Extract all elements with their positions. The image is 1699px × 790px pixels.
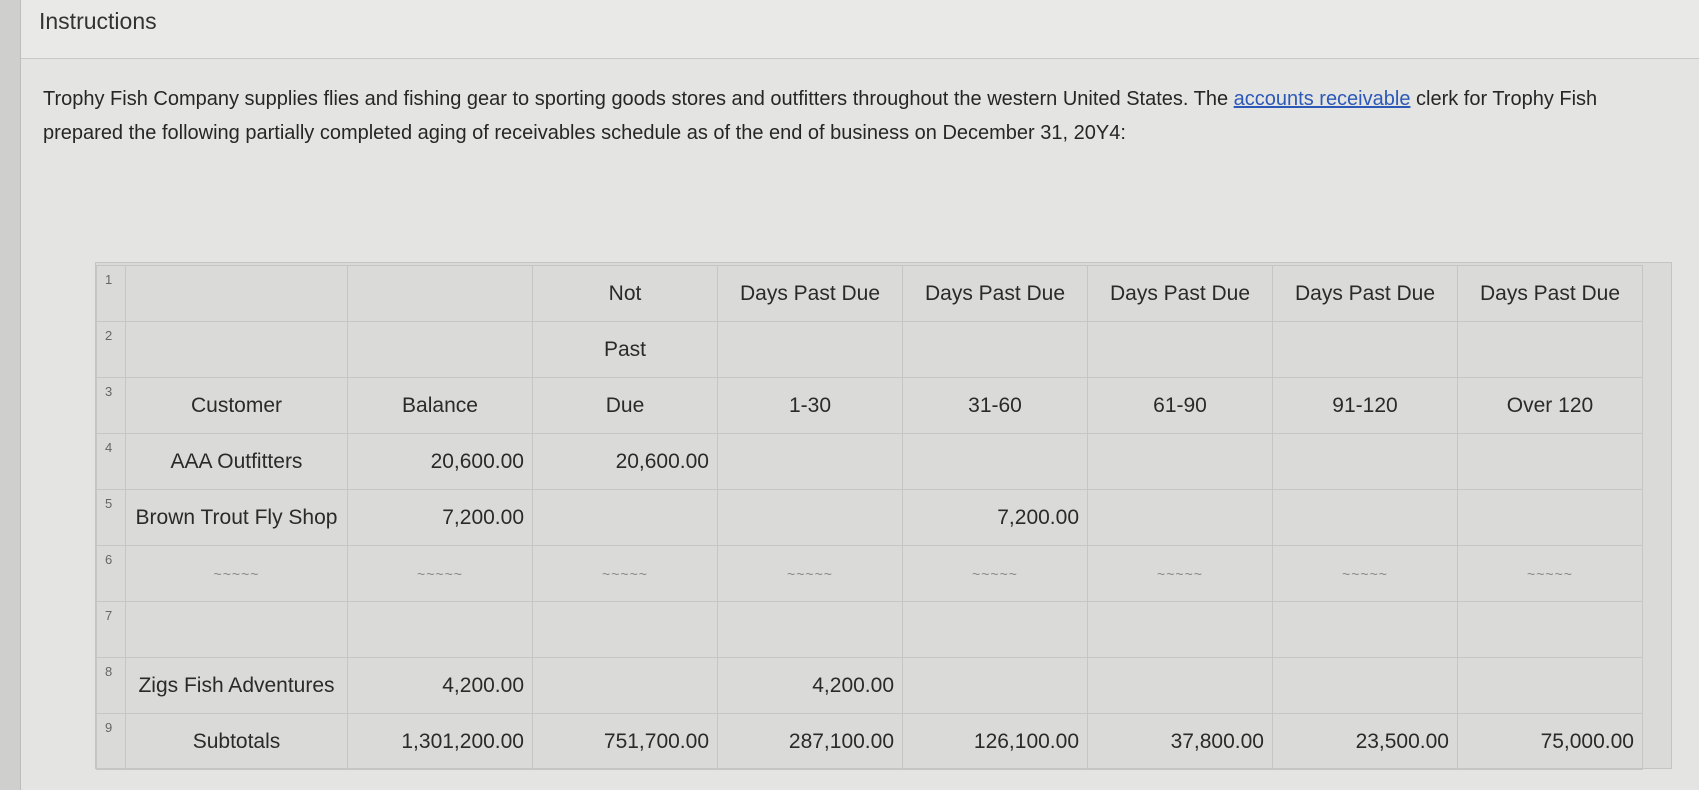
header-cell[interactable]: Days Past Due — [718, 266, 903, 322]
customer-cell[interactable]: Brown Trout Fly Shop — [126, 490, 348, 546]
subtotal-cell[interactable]: 751,700.00 — [533, 714, 718, 770]
amount-cell[interactable] — [533, 658, 718, 714]
balance-cell[interactable]: 20,600.00 — [348, 434, 533, 490]
table-row — [97, 266, 1643, 322]
customer-cell[interactable]: AAA Outfitters — [126, 434, 348, 490]
amount-cell[interactable] — [903, 434, 1088, 490]
header-cell[interactable] — [718, 322, 903, 378]
table-row — [97, 658, 1643, 714]
header-cell[interactable] — [348, 266, 533, 322]
omitted-cell[interactable]: ~~~~~ — [126, 546, 348, 602]
amount-cell[interactable]: 7,200.00 — [903, 490, 1088, 546]
amount-cell[interactable] — [1458, 658, 1643, 714]
omitted-cell[interactable]: ~~~~~ — [1458, 546, 1643, 602]
header-cell[interactable] — [126, 266, 348, 322]
amount-cell[interactable] — [1273, 490, 1458, 546]
row-number: 6 — [97, 546, 126, 602]
header-cell[interactable] — [1458, 322, 1643, 378]
customer-cell[interactable]: Zigs Fish Adventures — [126, 658, 348, 714]
header-cell[interactable] — [1273, 322, 1458, 378]
amount-cell[interactable] — [718, 434, 903, 490]
row-number: 1 — [97, 266, 126, 322]
instructions-page — [20, 0, 1699, 790]
empty-cell[interactable] — [718, 602, 903, 658]
subtotal-cell[interactable]: 37,800.00 — [1088, 714, 1273, 770]
header-cell[interactable]: Days Past Due — [903, 266, 1088, 322]
amount-cell[interactable]: 20,600.00 — [533, 434, 718, 490]
header-cell[interactable]: 91-120 — [1273, 378, 1458, 434]
intro-text-1: Trophy Fish Company supplies flies and fishing gear to sporting goods stores and outfitters throughout the western United States. The — [43, 88, 1234, 110]
subtotal-cell[interactable]: 75,000.00 — [1458, 714, 1643, 770]
amount-cell[interactable] — [1088, 490, 1273, 546]
empty-cell[interactable] — [533, 602, 718, 658]
row-number: 4 — [97, 434, 126, 490]
empty-cell[interactable] — [1273, 602, 1458, 658]
table-row — [97, 546, 1643, 602]
amount-cell[interactable] — [1458, 490, 1643, 546]
intro-text-2: clerk for Trophy Fish prepared the following partially completed aging of receivables schedule as of the end of business on December 31, 20Y4: — [43, 88, 1598, 144]
header-cell[interactable]: Over 120 — [1458, 378, 1643, 434]
amount-cell[interactable] — [1273, 658, 1458, 714]
header-cell[interactable]: 1-30 — [718, 378, 903, 434]
accounts-receivable-link[interactable]: accounts receivable — [1233, 88, 1411, 110]
header-cell[interactable] — [348, 322, 533, 378]
omitted-cell[interactable]: ~~~~~ — [533, 546, 718, 602]
header-cell[interactable]: Customer — [126, 378, 348, 434]
header-cell[interactable]: Past — [533, 322, 718, 378]
header-cell[interactable]: Not — [533, 266, 718, 322]
intro-paragraph — [43, 82, 1653, 150]
amount-cell[interactable] — [1088, 658, 1273, 714]
header-cell[interactable]: 31-60 — [903, 378, 1088, 434]
header-cell[interactable]: Balance — [348, 378, 533, 434]
balance-cell[interactable]: 7,200.00 — [348, 490, 533, 546]
balance-cell[interactable]: 4,200.00 — [348, 658, 533, 714]
row-number: 5 — [97, 490, 126, 546]
amount-cell[interactable] — [1458, 434, 1643, 490]
omitted-cell[interactable]: ~~~~~ — [718, 546, 903, 602]
amount-cell[interactable] — [533, 490, 718, 546]
empty-cell[interactable] — [1458, 602, 1643, 658]
subtotals-label[interactable]: Subtotals — [126, 714, 348, 770]
empty-cell[interactable] — [903, 602, 1088, 658]
amount-cell[interactable]: 4,200.00 — [718, 658, 903, 714]
row-number: 8 — [97, 658, 126, 714]
header-cell[interactable]: Days Past Due — [1088, 266, 1273, 322]
empty-cell[interactable] — [348, 602, 533, 658]
header-cell[interactable] — [903, 322, 1088, 378]
header-cell[interactable]: Days Past Due — [1458, 266, 1643, 322]
page-title: Instructions — [39, 8, 157, 34]
header-cell[interactable]: Due — [533, 378, 718, 434]
omitted-cell[interactable]: ~~~~~ — [1273, 546, 1458, 602]
omitted-cell[interactable]: ~~~~~ — [348, 546, 533, 602]
subtotal-cell[interactable]: 126,100.00 — [903, 714, 1088, 770]
row-number: 3 — [97, 378, 126, 434]
amount-cell[interactable] — [1273, 434, 1458, 490]
empty-cell[interactable] — [1088, 602, 1273, 658]
row-number: 2 — [97, 322, 126, 378]
amount-cell[interactable] — [1088, 434, 1273, 490]
header-cell[interactable]: 61-90 — [1088, 378, 1273, 434]
amount-cell[interactable] — [903, 658, 1088, 714]
empty-cell[interactable] — [126, 602, 348, 658]
table-row — [97, 434, 1643, 490]
row-number: 9 — [97, 714, 126, 770]
aging-schedule-grid — [96, 265, 1643, 770]
header-cell[interactable] — [1088, 322, 1273, 378]
table-row — [97, 714, 1643, 770]
table-row — [97, 490, 1643, 546]
aging-schedule-table — [95, 262, 1672, 769]
amount-cell[interactable] — [718, 490, 903, 546]
instructions-header — [21, 0, 1699, 59]
table-row — [97, 322, 1643, 378]
table-row — [97, 602, 1643, 658]
header-cell[interactable]: Days Past Due — [1273, 266, 1458, 322]
header-cell[interactable] — [126, 322, 348, 378]
row-number: 7 — [97, 602, 126, 658]
subtotal-cell[interactable]: 23,500.00 — [1273, 714, 1458, 770]
subtotal-cell[interactable]: 1,301,200.00 — [348, 714, 533, 770]
omitted-cell[interactable]: ~~~~~ — [1088, 546, 1273, 602]
table-row — [97, 378, 1643, 434]
omitted-cell[interactable]: ~~~~~ — [903, 546, 1088, 602]
subtotal-cell[interactable]: 287,100.00 — [718, 714, 903, 770]
